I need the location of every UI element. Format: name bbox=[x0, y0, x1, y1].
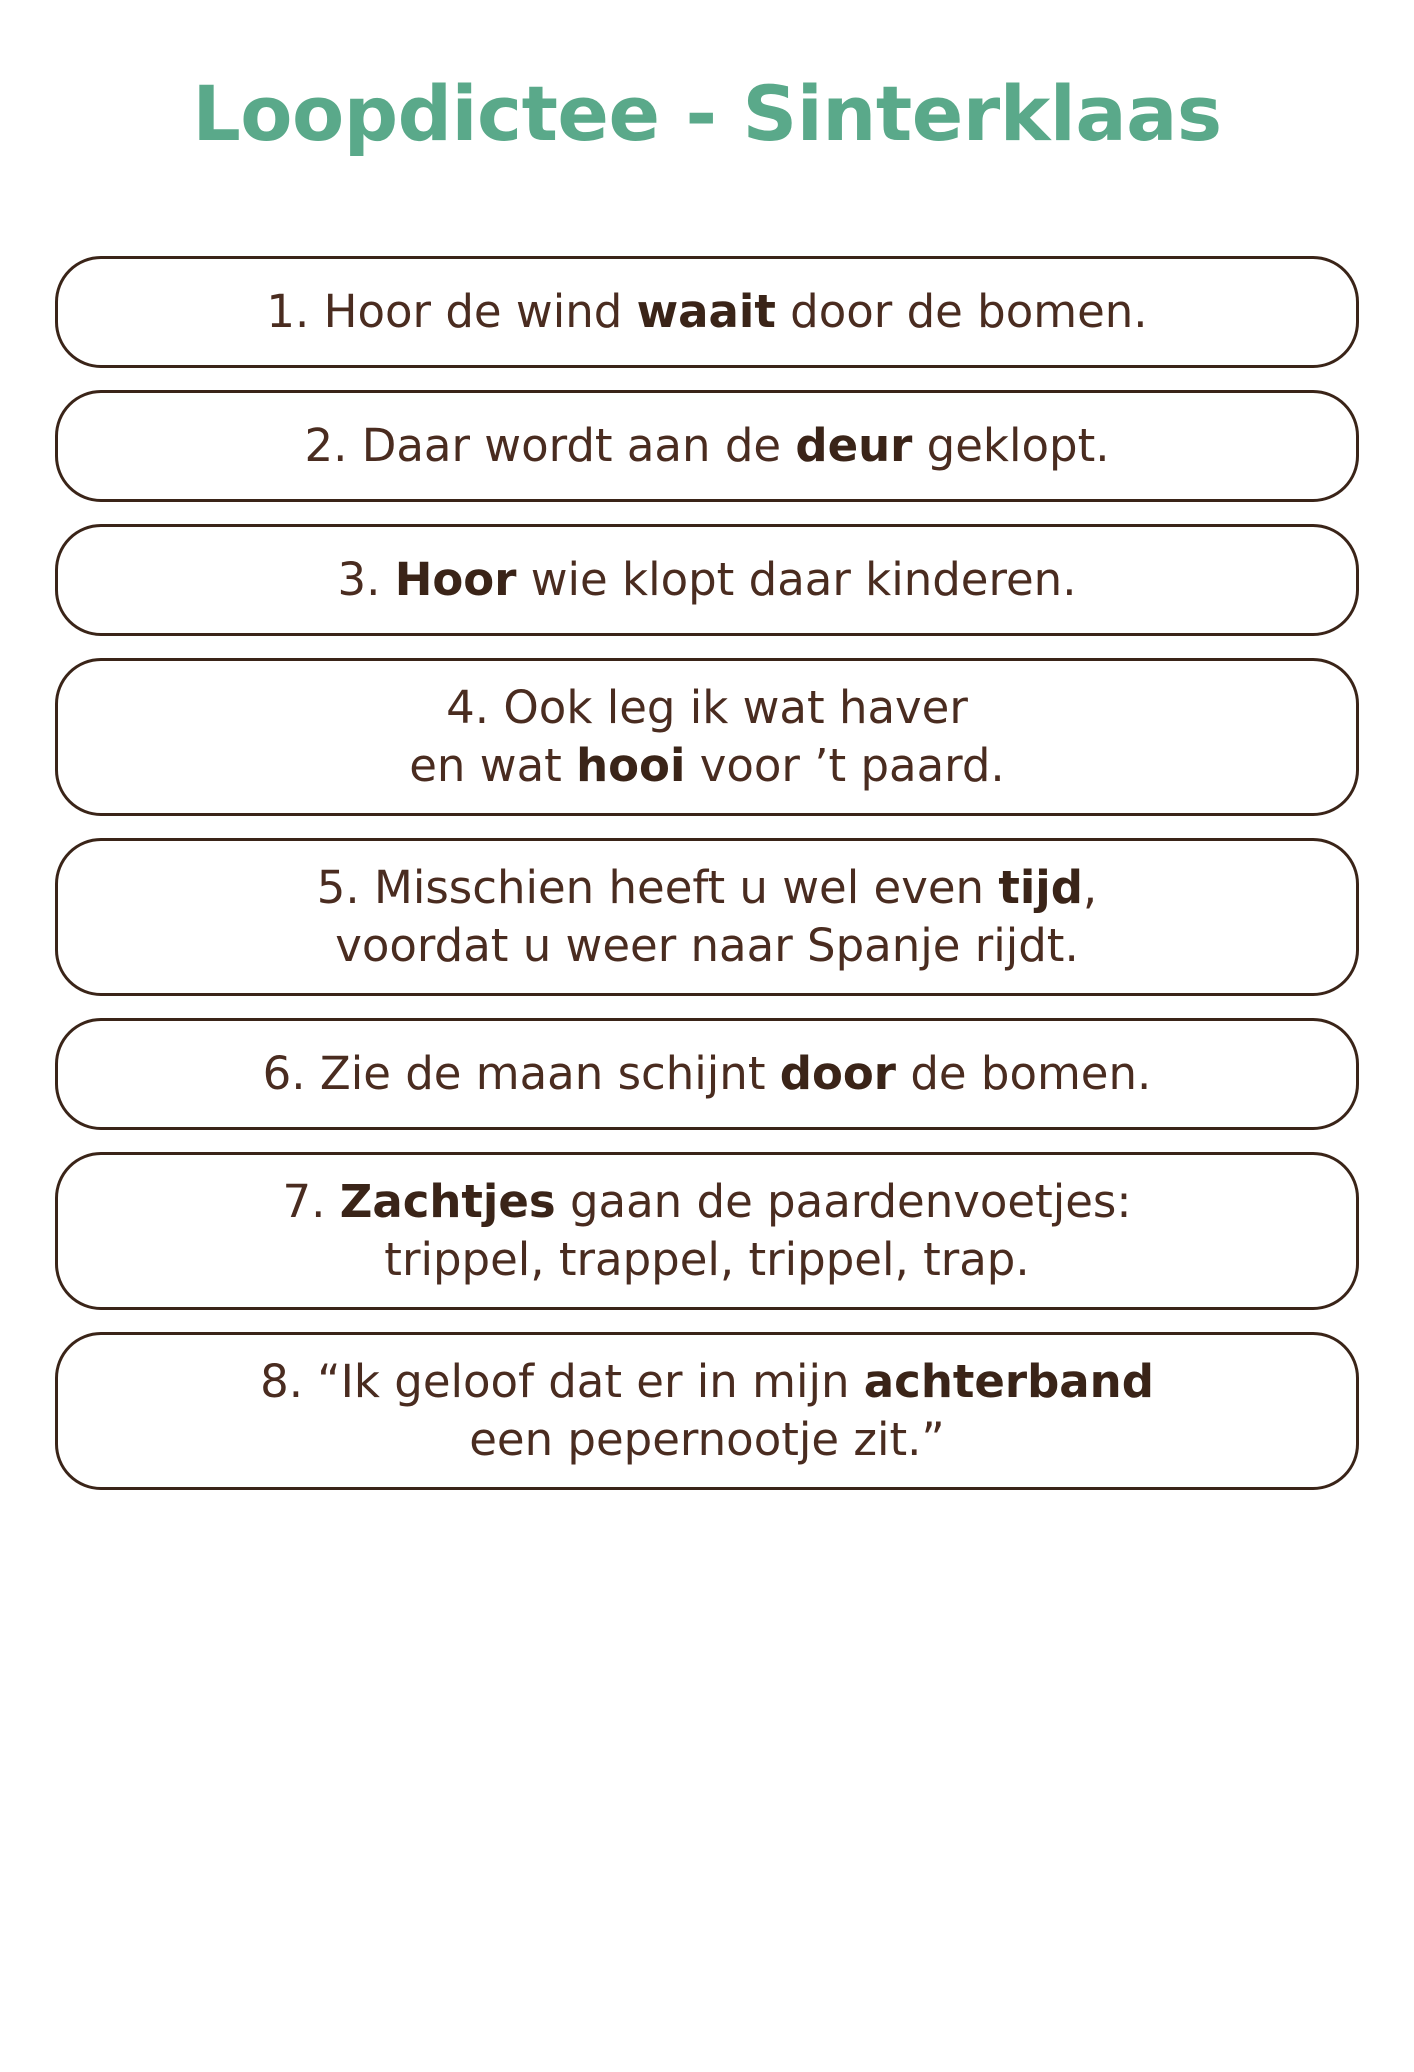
worksheet-page bbox=[0, 69, 1414, 2072]
list-item bbox=[55, 838, 1359, 996]
sentence-text: 1. Hoor de wind waait door de bomen. bbox=[266, 284, 1148, 338]
sentence-text: 7. Zachtjes gaan de paardenvoetjes: trippel, trappel, trippel, trap. bbox=[282, 1175, 1132, 1286]
sentence-text: 6. Zie de maan schijnt door de bomen. bbox=[262, 1046, 1152, 1100]
sentence-text: 3. Hoor wie klopt daar kinderen. bbox=[337, 552, 1077, 606]
sentence-text: 4. Ook leg ik wat haver en wat hooi voor ’t paard. bbox=[409, 681, 1005, 792]
list-item bbox=[55, 1332, 1359, 1490]
list-item bbox=[55, 658, 1359, 816]
list-item bbox=[55, 1018, 1359, 1130]
list-item bbox=[55, 524, 1359, 636]
sentence-list bbox=[55, 256, 1359, 1490]
page-title: Loopdictee - Sinterklaas bbox=[192, 69, 1222, 158]
list-item bbox=[55, 1152, 1359, 1310]
sentence-text: 5. Misschien heeft u wel even tijd, voordat u weer naar Spanje rijdt. bbox=[316, 861, 1098, 972]
list-item bbox=[55, 390, 1359, 502]
sentence-text: 2. Daar wordt aan de deur geklopt. bbox=[304, 418, 1110, 472]
sentence-text: 8. “Ik geloof dat er in mijn achterband een pepernootje zit.” bbox=[260, 1355, 1154, 1466]
list-item bbox=[55, 256, 1359, 368]
